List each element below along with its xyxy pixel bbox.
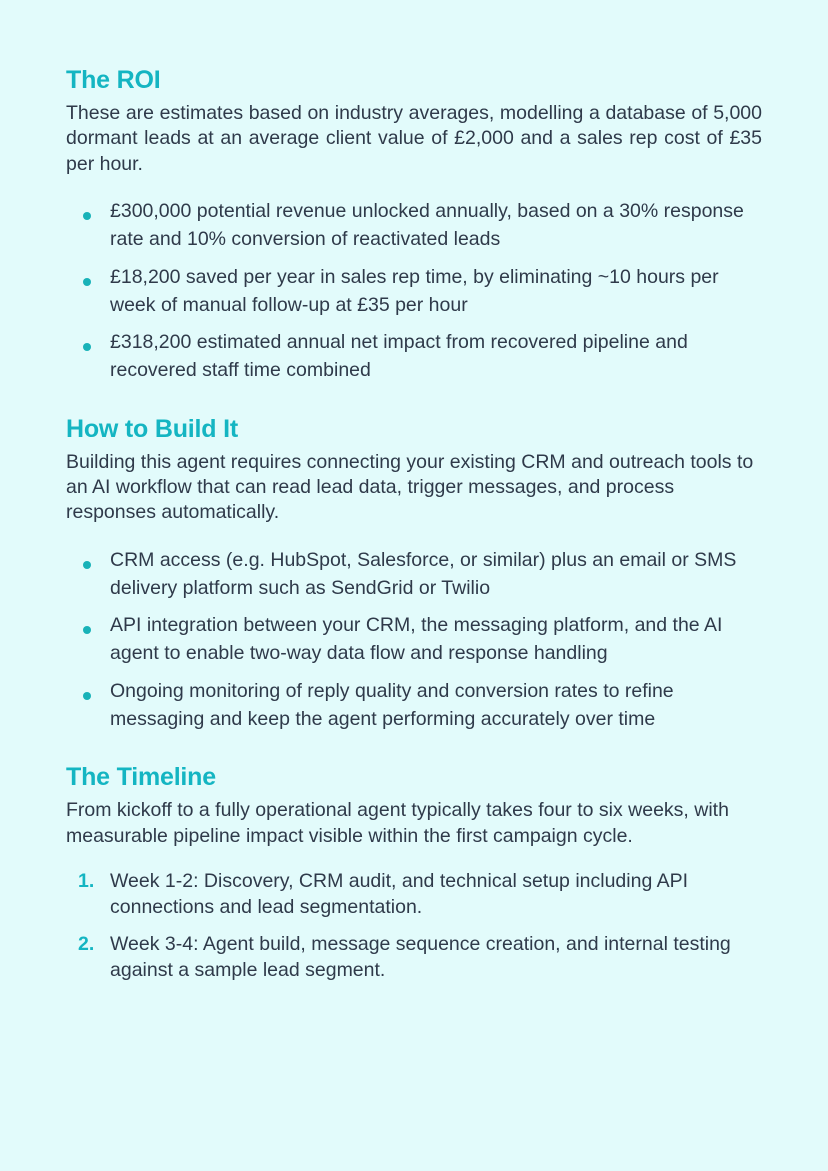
list-item [66,263,762,320]
list-item-text: Week 1-2: Discovery, CRM audit, and technical setup including API connections and lead segmentation. [110,869,689,918]
list-item-marker: 1. [78,869,95,892]
list-item [66,869,762,921]
section-intro-the-timeline: From kickoff to a fully operational agent typically takes four to six weeks, with measurable pipeline impact visible within the first campaign cycle. [66,799,729,847]
section-the-timeline [66,763,762,983]
section-heading-the-timeline: The Timeline [66,763,216,792]
bullet-list-build [66,546,762,734]
list-item [66,677,762,734]
list-item-text: API integration between your CRM, the messaging platform, and the AI agent to enable two-way data flow and response handling [110,614,723,665]
list-item-text: £318,200 estimated annual net impact from recovered pipeline and recovered staff time combined [110,331,688,382]
section-how-to-build-it [66,415,762,734]
list-item-marker: 2. [78,932,95,955]
section-intro-the-roi: These are estimates based on industry averages, modelling a database of 5,000 dormant leads at an average client value of £2,000 and a sales rep cost of £35 per hour. [66,102,762,175]
list-item [66,197,762,254]
list-item-text: £18,200 saved per year in sales rep time, by eliminating ~10 hours per week of manual follow-up at £35 per hour [110,265,719,316]
numbered-list-timeline [66,869,762,984]
list-item-text: CRM access (e.g. HubSpot, Salesforce, or similar) plus an email or SMS delivery platform such as SendGrid or Twilio [110,548,737,599]
list-item [66,611,762,668]
section-the-roi [66,66,762,385]
list-item [66,328,762,385]
list-item-text: Week 3-4: Agent build, message sequence creation, and internal testing against a sample lead segment. [110,932,731,981]
section-heading-how-to-build-it: How to Build It [66,414,238,443]
section-heading-the-roi: The ROI [66,66,161,94]
list-item [66,546,762,603]
section-intro-how-to-build-it: Building this agent requires connecting your existing CRM and outreach tools to an AI workflow that can read lead data, trigger messages, and process responses automatically. [66,450,754,524]
list-item-text: £300,000 potential revenue unlocked annually, based on a 30% response rate and 10% conversion of reactivated leads [110,200,744,251]
list-item-text: Ongoing monitoring of reply quality and conversion rates to refine messaging and keep the agent performing accurately over time [110,679,674,730]
list-item [66,932,762,984]
bullet-list-roi [66,197,762,385]
